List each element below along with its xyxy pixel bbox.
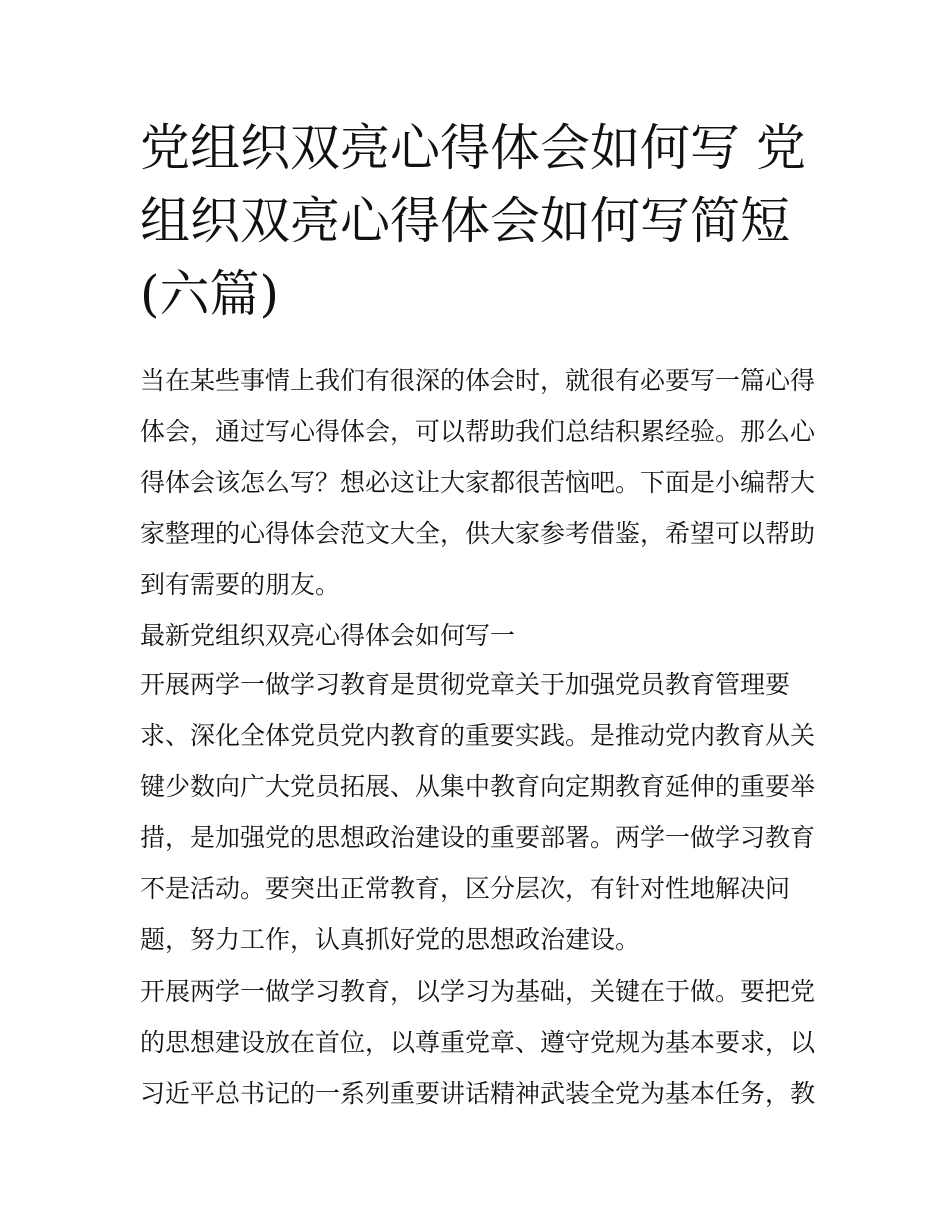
section-heading: 最新党组织双亮心得体会如何写一	[140, 621, 516, 650]
document-title: 党组织双亮心得体会如何写 党组织双亮心得体会如何写简短(六篇)	[140, 119, 806, 323]
body-paragraph-1: 开展两学一做学习教育是贯彻党章关于加强党员教育管理要求、深化全体党员党内教育的重要实践。是推动党内教育从关键少数向广大党员拓展、从集中教育向定期教育延伸的重要举措，是加强党的思想政治建设的重要部署。两学一做学习教育不是活动。要突出正常教育，区分层次，有针对性地解决问题，努力工作，认真抓好党的思想政治建设。	[140, 670, 816, 954]
body-paragraph-2: 开展两学一做学习教育，以学习为基础，关键在于做。要把党的思想建设放在首位，以尊重党章、遵守党规为基本要求，以习近平总书记的一系列重要讲话精神武装全党为基本任务，教	[140, 977, 816, 1108]
intro-paragraph: 当在某些事情上我们有很深的体会时，就很有必要写一篇心得体会，通过写心得体会，可以帮助我们总结积累经验。那么心得体会该怎么写？想必这让大家都很苦恼吧。下面是小编帮大家整理的心得体会范文大全，供大家参考借鉴，希望可以帮助到有需要的朋友。	[140, 366, 816, 599]
